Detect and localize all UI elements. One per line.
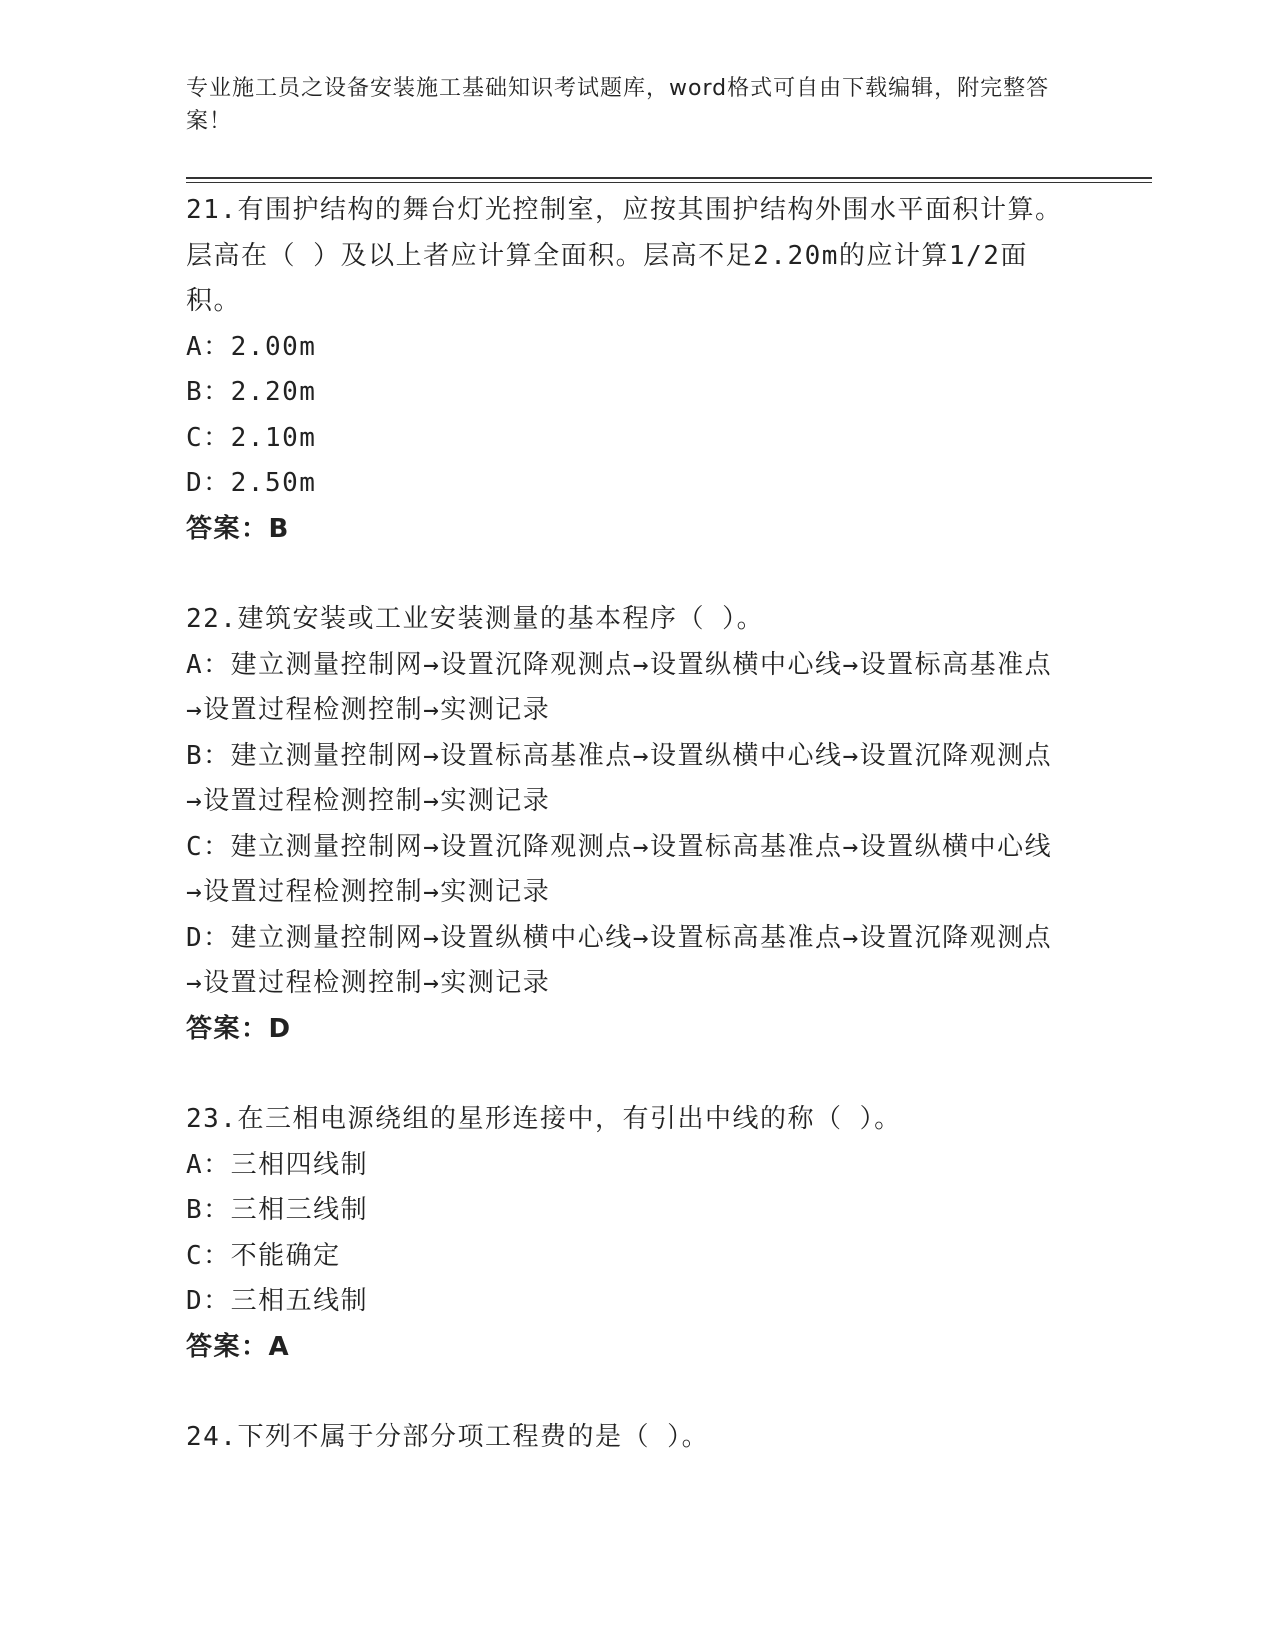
question-list [186, 188, 1066, 1461]
option-b: B：建立测量控制网→设置标高基准点→设置纵横中心线→设置沉降观测点→设置过程检测控制→实测记录 [186, 740, 1053, 816]
header-divider-thick [186, 177, 1152, 179]
answer-label: 答案：D [186, 1013, 292, 1044]
option-d: D：2.50m [186, 468, 317, 498]
option-b: B：2.20m [186, 377, 317, 407]
question-stem: 21.有围护结构的舞台灯光控制室，应按其围护结构外围水平面积计算。层高在（ ）及以上者应计算全面积。层高不足2.20m的应计算1/2面积。 [186, 195, 1063, 316]
option-a: A：建立测量控制网→设置沉降观测点→设置纵横中心线→设置标高基准点→设置过程检测控制→实测记录 [186, 649, 1053, 725]
answer-label: 答案：B [186, 513, 290, 544]
document-header: 专业施工员之设备安装施工基础知识考试题库，word格式可自由下载编辑，附完整答案！ [186, 76, 1050, 134]
header-divider-thin [186, 182, 1152, 183]
answer-label: 答案：A [186, 1331, 291, 1362]
question-22 [186, 597, 1066, 1052]
option-c: C：2.10m [186, 422, 317, 453]
question-24 [186, 1415, 1066, 1461]
option-c: C：不能确定 [186, 1240, 341, 1271]
question-stem: 23.在三相电源绕组的星形连接中，有引出中线的称（ ）。 [186, 1104, 902, 1134]
option-b: B：三相三线制 [186, 1195, 369, 1225]
option-d: D：三相五线制 [186, 1286, 369, 1316]
question-stem: 22.建筑安装或工业安装测量的基本程序（ ）。 [186, 604, 765, 634]
option-c: C：建立测量控制网→设置沉降观测点→设置标高基准点→设置纵横中心线→设置过程检测控制→实测记录 [186, 831, 1053, 907]
option-a: A：三相四线制 [186, 1149, 369, 1180]
question-21 [186, 188, 1066, 552]
question-23 [186, 1097, 1066, 1370]
option-d: D：建立测量控制网→设置纵横中心线→设置标高基准点→设置沉降观测点→设置过程检测控制→实测记录 [186, 922, 1053, 998]
option-a: A：2.00m [186, 331, 317, 362]
question-stem: 24.下列不属于分部分项工程费的是（ ）。 [186, 1422, 710, 1452]
